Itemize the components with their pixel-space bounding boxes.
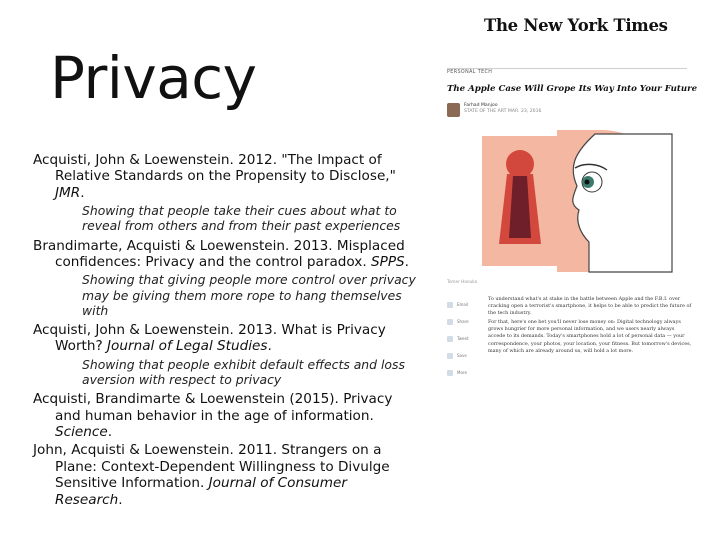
kicker-divider <box>447 68 687 69</box>
reference-item <box>33 391 418 440</box>
reference-text: John, Acquisti & Loewenstein. 2011. Strangers on a Plane: Context-Dependent Willingness to Divulge Sensitive Information. <box>33 442 390 492</box>
reference-list <box>33 152 418 510</box>
share-label: Tweet <box>457 336 469 341</box>
illustration-caption: Tomer Hanuka <box>447 279 478 284</box>
share-twitter-button[interactable] <box>447 330 481 347</box>
share-tools <box>447 296 481 381</box>
share-label: More <box>457 370 467 375</box>
article-paragraph: To understand what's at stake in the battle between Apple and the F.B.I. over cracking open a terrorist's smartphone, it helps to be able to predict the future of the tech industry. <box>488 296 692 317</box>
reference-note: Showing that people take their cues about what to reveal from others and from their past experiences <box>82 203 401 234</box>
reference-note: Showing that people exhibit default effects and loss aversion with respect to privacy <box>82 356 405 388</box>
article-illustration <box>447 126 687 276</box>
reference-journal: Journal of Legal Studies <box>107 338 268 355</box>
reference-text-end: . <box>404 254 409 271</box>
reference-item <box>33 152 418 201</box>
reference-text: Brandimarte, Acquisti & Loewenstein. 2013. Misplaced confidences: Privacy and the control paradox. <box>33 237 405 271</box>
email-icon <box>447 302 453 308</box>
article-byline <box>464 103 541 115</box>
share-label: Email <box>457 302 469 307</box>
reference-journal: Journal of Consumer Research <box>55 475 347 508</box>
author-meta: STATE OF THE ART MAR. 23, 2016 <box>464 109 542 114</box>
newspaper-masthead: The New York Times <box>484 16 668 35</box>
slide-title: Privacy <box>50 44 257 112</box>
reference-item <box>33 442 418 508</box>
facebook-icon <box>447 319 453 325</box>
reference-journal: Science <box>55 424 108 441</box>
bookmark-icon <box>447 353 453 359</box>
share-save-button[interactable] <box>447 347 481 364</box>
article-headline: The Apple Case Will Grope Its Way Into Your Future <box>447 84 698 94</box>
author-avatar <box>447 103 460 117</box>
reference-text-end: . <box>107 424 113 441</box>
keyhole-head <box>506 150 534 178</box>
reference-text: Acquisti, John & Loewenstein. 2012. "The Impact of Relative Standards on the Propensity to Disclose," <box>33 152 396 185</box>
share-facebook-button[interactable] <box>447 313 481 330</box>
more-icon <box>447 370 453 376</box>
twitter-icon <box>447 336 453 342</box>
reference-text-end: . <box>118 491 123 508</box>
article-paragraph: For that, here's one bet you'll never lose money on: Digital technology always grows hungrier for more personal information, and we users nearly always accede to its demands. Today's smartphones hold a lot of personal data — your correspondence, your photos, your location, your fitness. But tomorrow's devices, many of which are already around us, will hold a lot more. <box>488 319 692 354</box>
reference-journal: JMR <box>55 184 81 201</box>
reference-text: Acquisti, Brandimarte & Loewenstein (2015). Privacy and human behavior in the age of information. <box>33 391 393 424</box>
reference-item <box>33 322 418 355</box>
reference-item <box>33 238 418 271</box>
author-name: Farhad Manjoo <box>464 103 498 108</box>
eye-pupil <box>585 180 590 185</box>
share-more-button[interactable] <box>447 364 481 381</box>
article-body <box>488 296 693 357</box>
article-kicker: PERSONAL TECH <box>447 70 493 75</box>
reference-note: Showing that giving people more control over privacy may be giving them more rope to hang themselves with <box>82 272 416 318</box>
reference-text-end: . <box>80 184 85 201</box>
reference-text: Acquisti, John & Loewenstein. 2013. What is Privacy Worth? <box>33 322 386 355</box>
share-label: Share <box>457 319 469 324</box>
share-label: Save <box>457 353 467 358</box>
share-email-button[interactable] <box>447 296 481 313</box>
reference-journal: SPPS <box>371 254 405 271</box>
reference-text-end: . <box>267 338 272 355</box>
